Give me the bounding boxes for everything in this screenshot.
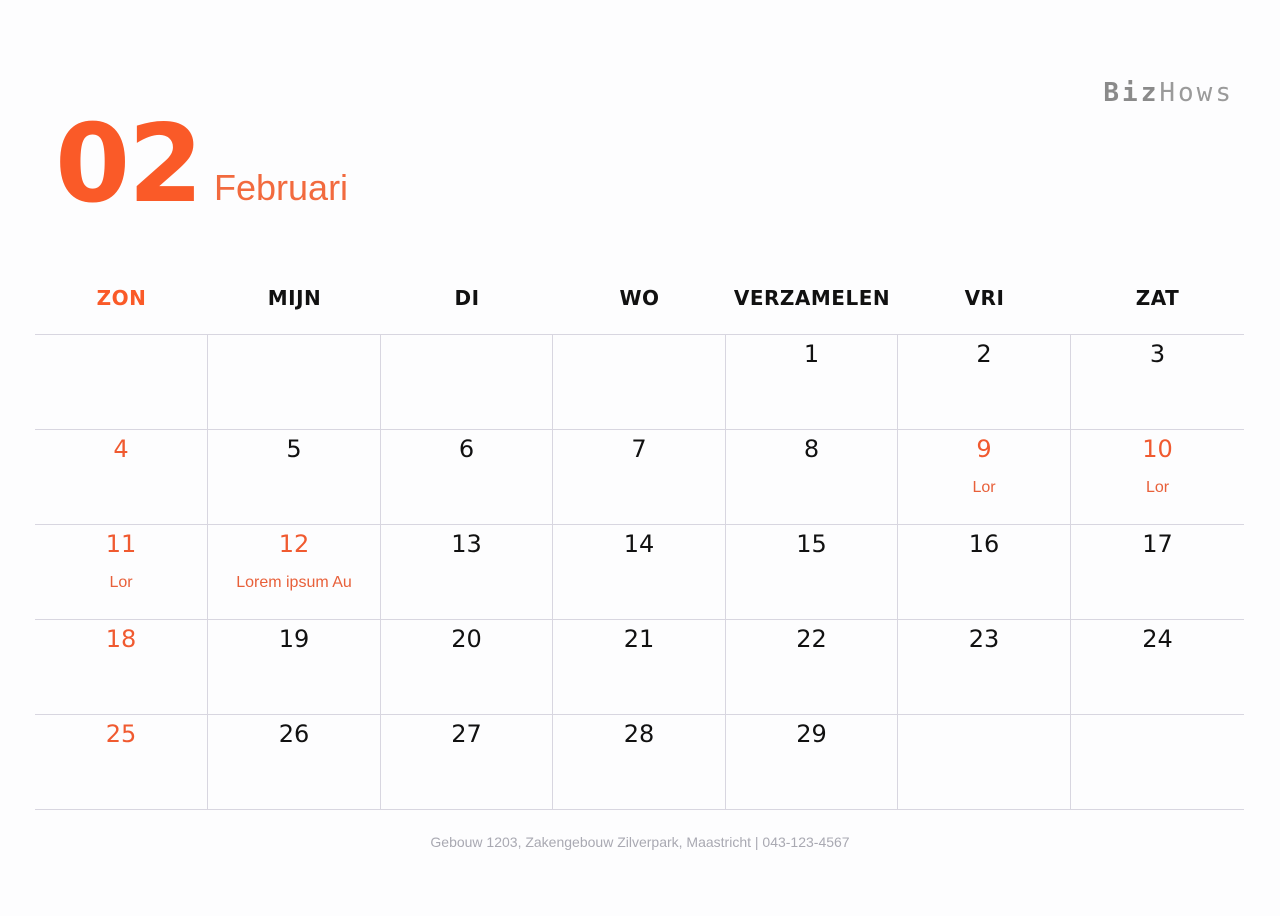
day-cell[interactable] [553,715,726,809]
day-cell[interactable] [381,525,553,619]
day-cell[interactable] [726,335,898,429]
day-number: 23 [968,625,1000,653]
day-number: 20 [451,625,482,653]
day-number: 8 [803,435,820,463]
weekday-header: VRI [964,286,1005,310]
month-number: 02 [55,102,202,227]
footer-address: Gebouw 1203, Zakengebouw Zilverpark, Maastricht | 043-123-4567 [430,834,850,850]
day-number: 19 [278,625,310,653]
day-cell[interactable] [553,525,726,619]
day-cell[interactable] [726,430,898,524]
brand-logo [1103,78,1234,108]
day-cell[interactable] [381,620,553,714]
weekday-header: VERZAMELEN [733,286,891,310]
brand-logo-part2: Hows [1159,78,1234,108]
weeks-container [35,335,1244,810]
day-cell[interactable] [208,335,381,429]
week-row [35,335,1244,430]
day-cell[interactable] [898,715,1071,809]
day-cell[interactable] [35,335,208,429]
day-number: 26 [278,720,310,748]
day-number: 18 [105,625,137,653]
day-number: 7 [631,435,647,463]
day-number: 25 [105,720,137,748]
day-cell[interactable] [1071,525,1244,619]
day-cell[interactable] [1071,715,1244,809]
day-cell[interactable] [553,430,726,524]
day-cell[interactable] [898,430,1071,524]
day-cell[interactable] [208,715,381,809]
day-cell[interactable] [208,525,381,619]
day-number: 24 [1142,625,1173,653]
day-note: Lor [1145,479,1170,496]
week-row [35,620,1244,715]
day-cell[interactable] [553,335,726,429]
day-cell[interactable] [208,620,381,714]
day-number: 22 [796,625,827,653]
day-note: Lor [109,574,133,591]
day-number: 27 [451,720,482,748]
day-note: Lor [972,479,996,496]
day-cell[interactable] [381,715,553,809]
day-number: 16 [968,530,1000,558]
day-number: 3 [1149,340,1166,368]
day-cell[interactable] [1071,620,1244,714]
day-cell[interactable] [898,335,1071,429]
day-cell[interactable] [208,430,381,524]
day-number: 4 [113,435,129,463]
day-cell[interactable] [35,525,208,619]
day-cell[interactable] [1071,335,1244,429]
day-number: 12 [278,530,310,558]
day-number: 5 [286,435,302,463]
day-cell[interactable] [898,620,1071,714]
weekday-header: MIJN [267,286,322,310]
day-cell[interactable] [726,525,898,619]
week-row [35,430,1244,525]
month-name: Februari [214,167,349,208]
day-number: 21 [623,625,655,653]
weekday-header: ZON [96,286,147,310]
day-number: 17 [1142,530,1173,558]
day-number: 2 [976,340,992,368]
day-number: 11 [105,530,137,558]
day-cell[interactable] [898,525,1071,619]
day-number: 6 [458,435,475,463]
day-cell[interactable] [553,620,726,714]
day-number: 10 [1142,435,1173,463]
weekday-header: ZAT [1135,286,1180,310]
day-number: 1 [803,340,820,368]
day-cell[interactable] [35,715,208,809]
weekday-header: WO [619,286,660,310]
calendar-grid [35,262,1244,810]
day-cell[interactable] [1071,430,1244,524]
day-note: Lorem ipsum Au [236,574,352,591]
day-cell[interactable] [35,430,208,524]
weekday-header: DI [454,286,480,310]
day-number: 28 [623,720,655,748]
day-number: 15 [796,530,827,558]
brand-logo-part1: Biz [1103,78,1160,108]
day-number: 13 [451,530,482,558]
day-number: 14 [623,530,655,558]
day-cell[interactable] [726,715,898,809]
day-cell[interactable] [726,620,898,714]
week-row [35,715,1244,810]
day-number: 9 [976,435,992,463]
day-cell[interactable] [35,620,208,714]
day-cell[interactable] [381,430,553,524]
weekday-header-row [35,262,1244,335]
day-cell[interactable] [381,335,553,429]
week-row [35,525,1244,620]
day-number: 29 [796,720,827,748]
